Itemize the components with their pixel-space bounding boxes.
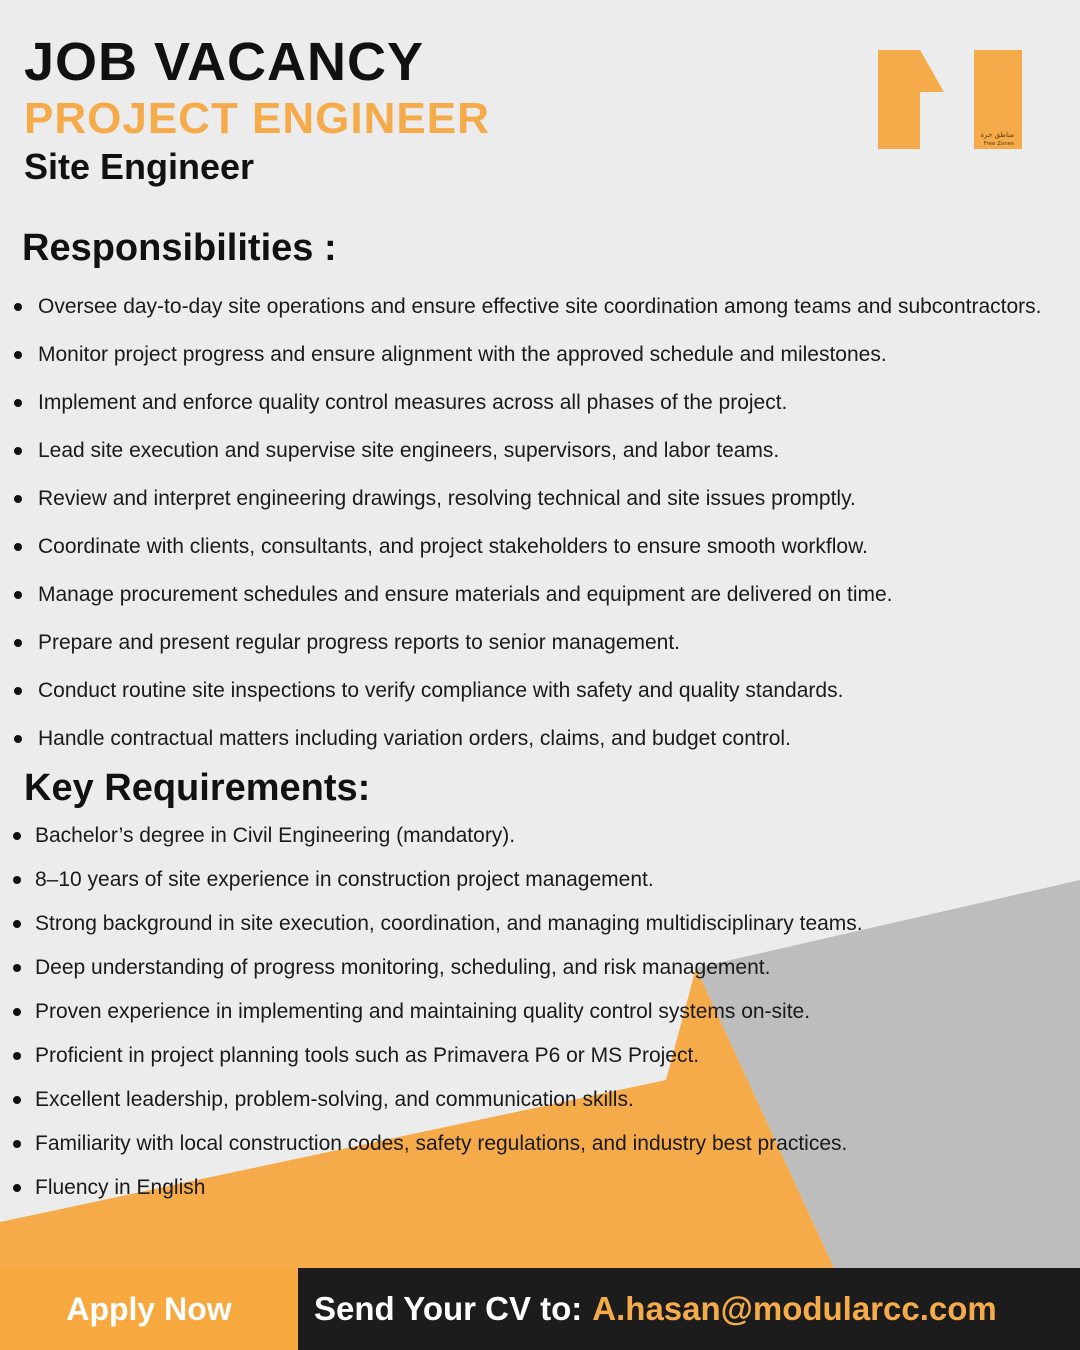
list-item: Familiarity with local construction codes, safety regulations, and industry best practices. <box>35 1126 863 1170</box>
requirements-list <box>35 818 863 1214</box>
list-item: Monitor project progress and ensure alignment with the approved schedule and milestones. <box>38 336 1042 384</box>
list-item: Proven experience in implementing and maintaining quality control systems on-site. <box>35 994 863 1038</box>
list-item: Manage procurement schedules and ensure materials and equipment are delivered on time. <box>38 576 1042 624</box>
list-item: Conduct routine site inspections to verify compliance with safety and quality standards. <box>38 672 1042 720</box>
list-item: Deep understanding of progress monitoring, scheduling, and risk management. <box>35 950 863 994</box>
send-cv-label: Send Your CV to: <box>314 1290 583 1327</box>
email-link[interactable]: A.hasan@modularcc.com <box>592 1290 997 1327</box>
list-item: Implement and enforce quality control measures across all phases of the project. <box>38 384 1042 432</box>
list-item: Lead site execution and supervise site engineers, supervisors, and labor teams. <box>38 432 1042 480</box>
responsibilities-list <box>38 288 1042 768</box>
list-item: Fluency in English <box>35 1170 863 1214</box>
list-item: Excellent leadership, problem-solving, and communication skills. <box>35 1082 863 1126</box>
list-item: Review and interpret engineering drawings, resolving technical and site issues promptly. <box>38 480 1042 528</box>
svg-text:Free Zones: Free Zones <box>983 141 1014 147</box>
apply-now-button[interactable]: Apply Now <box>0 1268 298 1350</box>
list-item: Handle contractual matters including variation orders, claims, and budget control. <box>38 720 1042 768</box>
list-item: Oversee day-to-day site operations and ensure effective site coordination among teams and subcontractors. <box>38 288 1042 336</box>
send-cv-box <box>298 1268 1080 1350</box>
list-item: Prepare and present regular progress reports to senior management. <box>38 624 1042 672</box>
footer-bar <box>0 1268 1080 1350</box>
list-item: Strong background in site execution, coordination, and managing multidisciplinary teams. <box>35 906 863 950</box>
list-item: Proficient in project planning tools such as Primavera P6 or MS Project. <box>35 1038 863 1082</box>
m-logo-icon <box>878 50 1022 152</box>
list-item: Coordinate with clients, consultants, and project stakeholders to ensure smooth workflow. <box>38 528 1042 576</box>
page-title: JOB VACANCY <box>24 32 425 92</box>
list-item: Bachelor’s degree in Civil Engineering (mandatory). <box>35 818 863 862</box>
job-subtitle: Site Engineer <box>24 146 255 187</box>
job-role-title: PROJECT ENGINEER <box>24 94 490 143</box>
requirements-heading: Key Requirements: <box>24 767 371 809</box>
list-item: 8–10 years of site experience in construction project management. <box>35 862 863 906</box>
responsibilities-heading: Responsibilities : <box>22 227 337 269</box>
svg-text:مناطق حرة: مناطق حرة <box>980 131 1014 139</box>
